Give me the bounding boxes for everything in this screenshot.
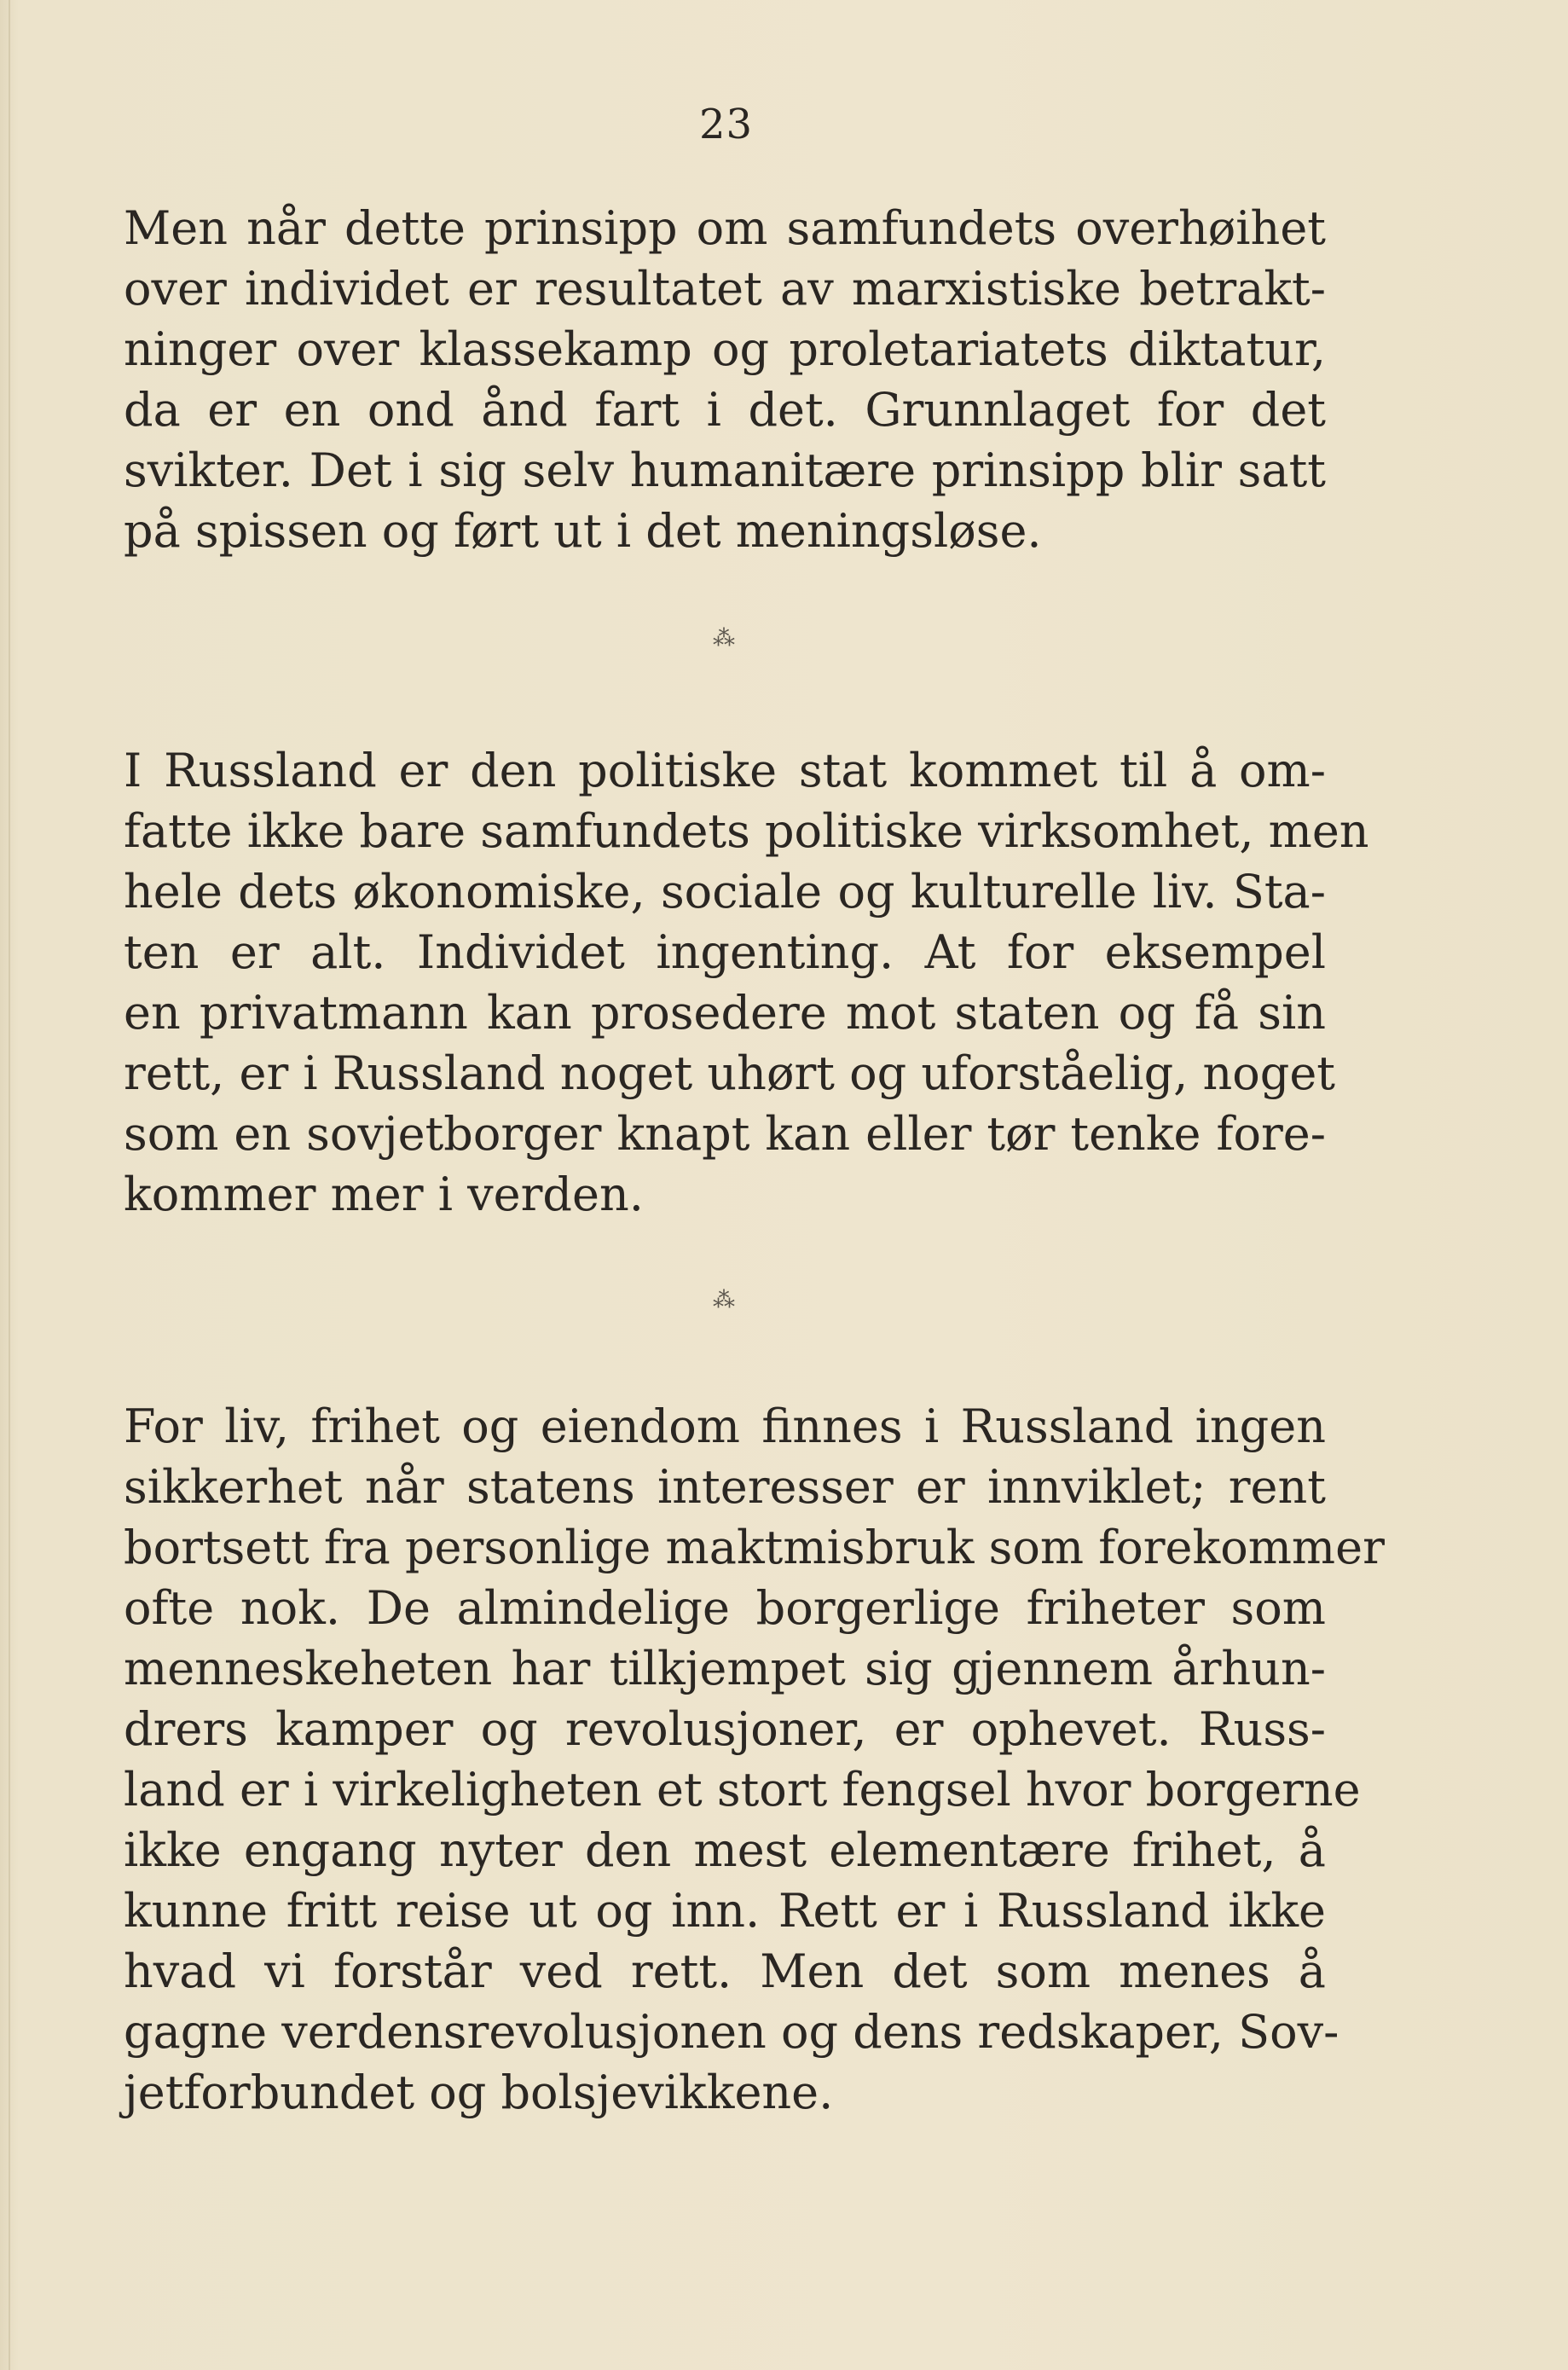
page-edge — [9, 0, 10, 2370]
text-line: rett, er i Russland noget uhørt og uforståelig, noget — [124, 1046, 1335, 1100]
paragraph-1 — [124, 198, 1326, 561]
section-separator: ⁂ — [713, 1288, 735, 1313]
text-line: sikkerhet når statens interesser er innviklet; rent — [124, 1460, 1326, 1514]
page-number: 23 — [699, 101, 754, 148]
text-line: ten er alt. Individet ingenting. At for eksempel — [124, 925, 1326, 979]
text-line: Men når dette prinsipp om samfundets overhøihet — [124, 201, 1326, 255]
text-line: jetforbundet og bolsjevikkene. — [124, 2066, 834, 2119]
text-line: drers kamper og revolusjoner, er ophevet. Russ- — [124, 1702, 1326, 1756]
paragraph-2 — [124, 740, 1369, 1225]
section-separator: ⁂ — [713, 626, 735, 652]
text-line: gagne verdensrevolusjonen og dens redskaper, Sov- — [124, 2005, 1339, 2059]
text-line: ofte nok. De almindelige borgerlige friheter som — [124, 1581, 1326, 1635]
text-line: fatte ikke bare samfundets politiske virksomhet, men — [124, 804, 1369, 858]
paragraph-3 — [124, 1396, 1385, 2123]
text-line: en privatmann kan prosedere mot staten og få sin — [124, 986, 1326, 1040]
text-line: over individet er resultatet av marxistiske betrakt- — [124, 262, 1326, 316]
text-line: bortsett fra personlige maktmisbruk som forekommer — [124, 1521, 1385, 1574]
text-line: da er en ond ånd fart i det. Grunnlaget for det — [124, 383, 1326, 437]
text-line: land er i virkeligheten et stort fengsel hvor borgerne — [124, 1763, 1361, 1817]
text-line: på spissen og ført ut i det meningsløse. — [124, 504, 1042, 558]
text-line: som en sovjetborger knapt kan eller tør tenke fore- — [124, 1107, 1326, 1161]
text-line: I Russland er den politiske stat kommet til å om- — [124, 744, 1326, 797]
text-line: For liv, frihet og eiendom finnes i Russland ingen — [124, 1399, 1326, 1453]
text-line: kommer mer i verden. — [124, 1168, 644, 1221]
text-line: hele dets økonomiske, sociale og kulturelle liv. Sta- — [124, 865, 1326, 918]
text-line: hvad vi forstår ved rett. Men det som menes å — [124, 1944, 1326, 1998]
text-line: svikter. Det i sig selv humanitære prinsipp blir satt — [124, 443, 1326, 497]
text-line: kunne fritt reise ut og inn. Rett er i Russland ikke — [124, 1884, 1326, 1938]
text-line: ikke engang nyter den mest elementære frihet, å — [124, 1823, 1326, 1877]
text-line: menneskeheten har tilkjempet sig gjennem århun- — [124, 1642, 1326, 1695]
text-line: ninger over klassekamp og proletariatets diktatur, — [124, 322, 1326, 376]
